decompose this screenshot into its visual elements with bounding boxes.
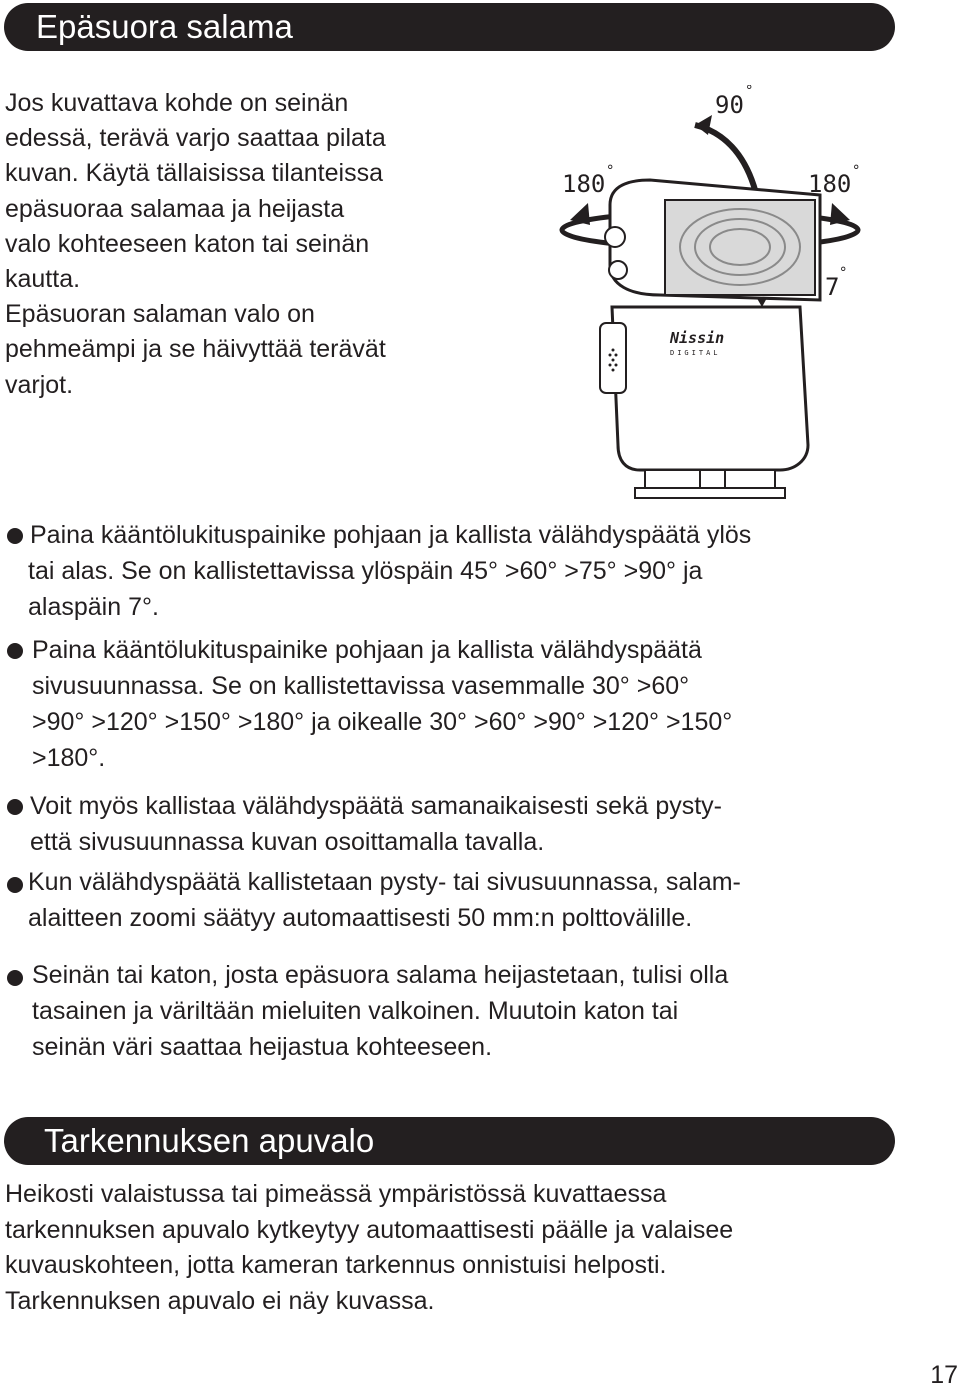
bullet-line: seinän väri saattaa heijastua kohteeseen. bbox=[32, 1033, 493, 1061]
degree-mark: ° bbox=[606, 163, 615, 179]
fresnel-panel bbox=[665, 200, 815, 295]
bullet-line: alaspäin 7°. bbox=[28, 593, 159, 621]
section-header-indirect-flash bbox=[4, 3, 895, 51]
bullet-dot-icon bbox=[7, 528, 23, 544]
bullet-line: Seinän tai katon, josta epäsuora salama heijastetaan, tulisi olla bbox=[32, 961, 729, 989]
bullet-line: Paina kääntölukituspainike pohjaan ja kallista välähdyspäätä ylös bbox=[30, 521, 752, 549]
page-number: 17 bbox=[930, 1361, 958, 1389]
bullet-line: tasainen ja väriltään mieluiten valkoinen. Muutoin katon tai bbox=[32, 997, 679, 1025]
intro-line: pehmeämpi ja se häivyttää terävät bbox=[5, 335, 386, 364]
bullet-dot-icon bbox=[7, 643, 23, 659]
angle-label-top: 90 bbox=[715, 91, 744, 119]
angle-label-right: 180 bbox=[808, 170, 852, 198]
degree-mark: ° bbox=[745, 85, 754, 99]
bullet-dot-icon bbox=[7, 877, 23, 893]
brand-logo: Nissin bbox=[670, 329, 725, 347]
bullet-line: Paina kääntölukituspainike pohjaan ja kallista välähdyspäätä bbox=[32, 636, 702, 664]
intro-line: edessä, terävä varjo saattaa pilata bbox=[5, 124, 386, 153]
intro-line: kuvan. Käytä tällaisissa tilanteissa bbox=[5, 159, 383, 188]
bullet-dot-icon bbox=[7, 970, 23, 986]
paragraph-line: Tarkennuksen apuvalo ei näy kuvassa. bbox=[5, 1286, 435, 1315]
bullet-line: että sivusuunnassa kuvan osoittamalla tavalla. bbox=[30, 828, 545, 856]
angle-label-left: 180 bbox=[562, 170, 606, 198]
section-title: Tarkennuksen apuvalo bbox=[44, 1122, 375, 1159]
paragraph-line: Heikosti valaistussa tai pimeässä ympäristössä kuvattaessa bbox=[5, 1180, 667, 1208]
section-title: Epäsuora salama bbox=[36, 8, 293, 45]
intro-line: varjot. bbox=[5, 370, 74, 399]
bullet-line: Voit myös kallistaa välähdyspäätä samanaikaisesti sekä pysty- bbox=[30, 792, 722, 820]
paragraph-line: kuvauskohteen, jotta kameran tarkennus onnistuisi helposti. bbox=[5, 1251, 667, 1280]
intro-paragraph bbox=[5, 86, 475, 403]
flash-unit-illustration bbox=[540, 85, 880, 505]
intro-line: epäsuoraa salamaa ja heijasta bbox=[5, 194, 345, 223]
bullet-dot-icon bbox=[7, 799, 23, 815]
angle-label-down: 7 bbox=[825, 273, 840, 301]
degree-mark: ° bbox=[852, 163, 861, 179]
degree-mark: ° bbox=[839, 265, 848, 281]
bullet-line: >180°. bbox=[32, 744, 106, 772]
bullet-line: sivusuunnassa. Se on kallistettavissa vasemmalle 30° >60° bbox=[32, 672, 690, 700]
intro-line: Epäsuoran salaman valo on bbox=[5, 300, 315, 329]
bullet-line: tai alas. Se on kallistettavissa ylöspäin 45° >60° >75° >90° ja bbox=[28, 557, 703, 585]
hot-shoe-foot bbox=[645, 470, 775, 488]
bullet-line: >90° >120° >150° >180° ja oikealle 30° >60° >90° >120° >150° bbox=[32, 708, 733, 736]
af-assist-paragraph bbox=[5, 1177, 905, 1319]
brand-subtext: DIGITAL bbox=[670, 349, 721, 357]
section-header-af-assist bbox=[4, 1117, 895, 1165]
intro-line: kautta. bbox=[5, 265, 81, 294]
paragraph-line: tarkennuksen apuvalo kytkeytyy automaattisesti päälle ja valaisee bbox=[5, 1215, 734, 1244]
intro-line: Jos kuvattava kohde on seinän bbox=[5, 89, 349, 117]
intro-line: valo kohteeseen katon tai seinän bbox=[5, 229, 370, 258]
bullet-line: alaitteen zoomi säätyy automaattisesti 50 mm:n polttovälille. bbox=[28, 904, 693, 932]
bullet-line: Kun välähdyspäätä kallistetaan pysty- tai sivusuunnassa, salam- bbox=[28, 868, 741, 896]
